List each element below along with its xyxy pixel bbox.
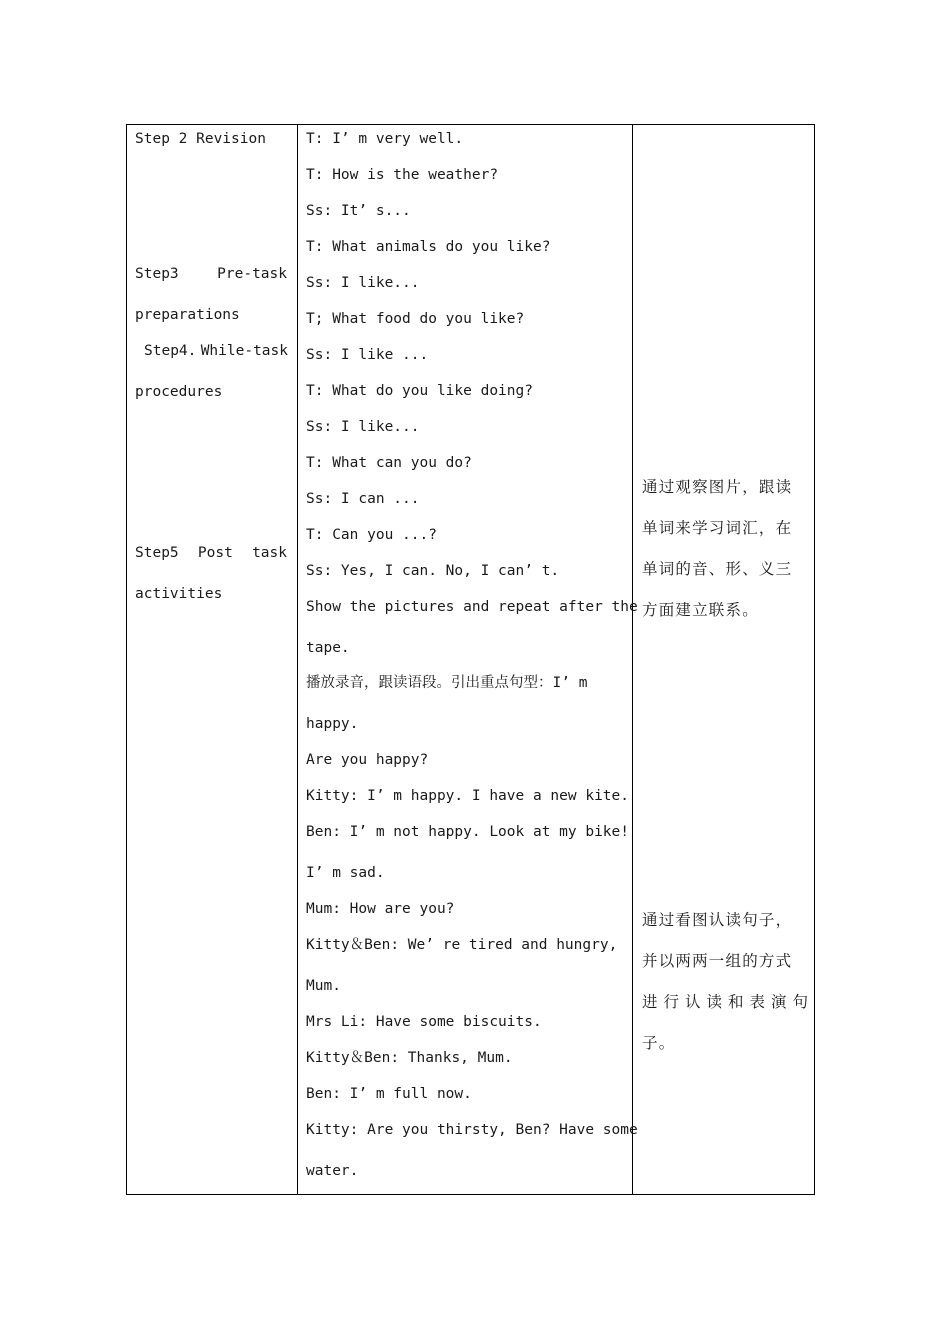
procedure-line: Kitty: Are you thirsty, Ben? Have some — [306, 1122, 638, 1138]
procedure-line: Mrs Li: Have some biscuits. — [306, 1014, 542, 1030]
procedure-line: happy. — [306, 716, 359, 732]
procedure-line: T: I’ m very well. — [306, 131, 464, 147]
procedure-line: Ss: It’ s... — [306, 203, 411, 219]
step-4-label: Step4. — [144, 343, 197, 359]
procedure-line: T: What do you like doing? — [306, 383, 533, 399]
procedure-line: Kitty＆Ben: Thanks, Mum. — [306, 1050, 513, 1066]
procedure-line: Are you happy? — [306, 752, 429, 768]
procedure-line: Kitty＆Ben: We’ re tired and hungry, — [306, 937, 618, 953]
procedure-line: Ss: I like ... — [306, 347, 429, 363]
procedure-line: Ss: Yes, I can. No, I can’ t. — [306, 563, 560, 579]
procedure-column — [297, 125, 638, 1194]
purpose-line: 通过观察图片，跟读 — [642, 478, 793, 496]
procedure-line: water. — [306, 1163, 359, 1179]
step-3-stage-cont: preparations — [135, 307, 240, 323]
step-3-label: Step3 — [135, 266, 179, 282]
procedure-line: I’ m sad. — [306, 865, 385, 881]
procedure-line: 播放录音，跟读语段。引出重点句型：I’ m — [306, 675, 588, 691]
procedure-line: Ss: I can ... — [306, 491, 420, 507]
step-5-title — [135, 544, 287, 562]
purpose-column — [633, 125, 816, 1194]
procedure-line: Ben: I’ m full now. — [306, 1086, 472, 1102]
step-3-title — [135, 265, 287, 283]
procedure-line: Mum. — [306, 978, 341, 994]
procedure-line: Show the pictures and repeat after the — [306, 599, 638, 615]
purpose-line: 并以两两一组的方式 — [642, 952, 793, 970]
procedure-line: Ss: I like... — [306, 419, 420, 435]
procedure-line: T: How is the weather? — [306, 167, 499, 183]
procedure-line: Kitty: I’ m happy. I have a new kite. — [306, 788, 630, 804]
procedure-line: T: Can you ...? — [306, 527, 437, 543]
procedure-line: Ben: I’ m not happy. Look at my bike! — [306, 824, 630, 840]
step-4-title — [144, 342, 288, 360]
procedure-line: T: What animals do you like? — [306, 239, 551, 255]
purpose-line: 进行认读和表演句 — [642, 993, 815, 1011]
step-4-stage-cont: procedures — [135, 384, 223, 400]
steps-column — [127, 125, 297, 1194]
procedure-line: T; What food do you like? — [306, 311, 525, 327]
step-5-stage-cont: activities — [135, 586, 223, 602]
procedure-line: Ss: I like... — [306, 275, 420, 291]
step-4-stage: While-task — [200, 343, 288, 359]
purpose-line: 单词来学习词汇，在 — [642, 519, 793, 537]
purpose-line: 子。 — [642, 1034, 676, 1052]
lesson-plan-table — [126, 124, 815, 1195]
step-2-revision: Step 2 Revision — [135, 131, 266, 147]
purpose-line: 单词的音、形、义三 — [642, 560, 793, 578]
procedure-line: tape. — [306, 640, 350, 656]
purpose-line: 通过看图认读句子， — [642, 911, 793, 929]
step-3-stage: Pre-task — [217, 266, 287, 282]
procedure-line: Mum: How are you? — [306, 901, 455, 917]
step-5-word-post: Post — [197, 545, 233, 561]
step-5-word-task: task — [252, 545, 287, 561]
procedure-line: T: What can you do? — [306, 455, 472, 471]
purpose-line: 方面建立联系。 — [642, 601, 759, 619]
step-5-label: Step5 — [135, 545, 179, 561]
